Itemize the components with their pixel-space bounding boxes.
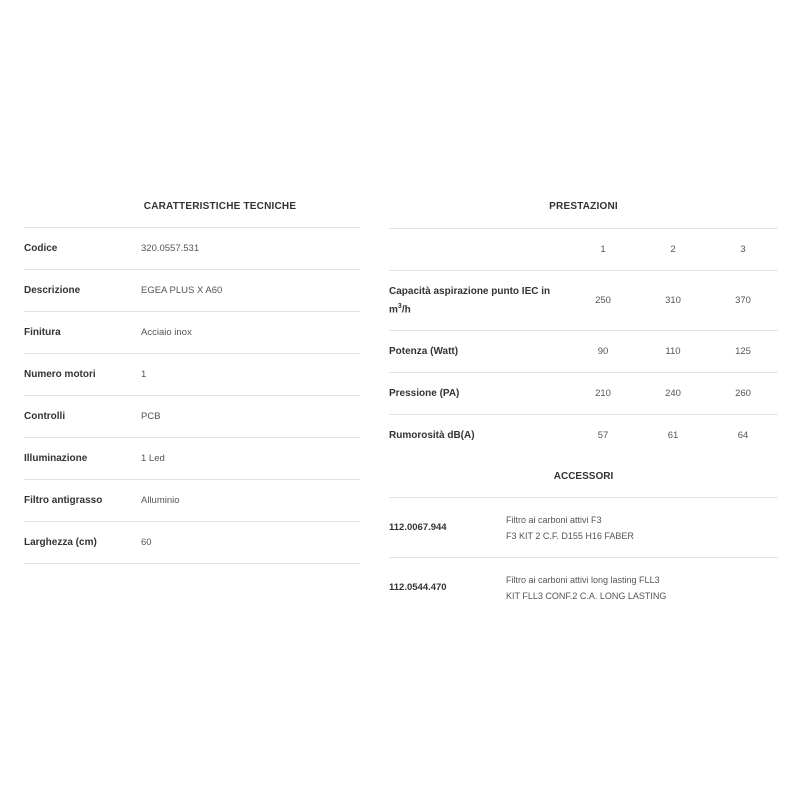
perf-row-power [389, 331, 778, 373]
speed-header-row [389, 229, 778, 271]
spec-label: Finitura [24, 327, 61, 338]
spec-value: PCB [141, 411, 161, 422]
spec-value: Alluminio [141, 495, 180, 506]
accessory-description [506, 572, 778, 604]
spec-row-code [24, 228, 360, 270]
spec-row-grease-filter [24, 480, 360, 522]
accessory-name: Filtro ai carboni attivi F3 [506, 514, 602, 525]
spec-row-controls [24, 396, 360, 438]
spec-row-lighting [24, 438, 360, 480]
spec-label: Controlli [24, 411, 66, 422]
accessory-detail: KIT FLL3 CONF.2 C.A. LONG LASTING [506, 590, 667, 601]
accessory-description [506, 512, 778, 544]
perf-label [389, 284, 568, 317]
perf-value: 125 [735, 346, 751, 357]
spec-label: Filtro antigrasso [24, 495, 103, 506]
perf-row-noise [389, 415, 778, 456]
accessory-name: Filtro ai carboni attivi long lasting FLL3 [506, 574, 660, 585]
perf-value: 110 [665, 346, 681, 357]
perf-value: 57 [597, 430, 609, 441]
spec-value: 1 Led [141, 453, 165, 464]
perf-label-text: Capacità aspirazione punto IEC in m [389, 285, 551, 316]
specs-title: CARATTERISTICHE TECNICHE [24, 186, 360, 228]
performance-title: PRESTAZIONI [389, 186, 778, 229]
specs-table [24, 186, 360, 564]
spec-value: 320.0557.531 [141, 243, 200, 254]
perf-value: 61 [667, 430, 679, 441]
perf-value: 370 [735, 295, 751, 306]
perf-value: 240 [665, 388, 681, 399]
perf-value: 210 [595, 388, 611, 399]
spec-row-description [24, 270, 360, 312]
spec-row-motors [24, 354, 360, 396]
perf-row-capacity [389, 271, 778, 331]
perf-value: 250 [595, 295, 611, 306]
spec-label: Larghezza (cm) [24, 537, 97, 548]
spec-value: 60 [141, 537, 152, 548]
perf-label-suffix: /h [401, 304, 411, 316]
accessory-code: 112.0544.470 [389, 582, 447, 593]
perf-label: Rumorosità dB(A) [389, 430, 475, 441]
accessory-code: 112.0067.944 [389, 522, 447, 533]
spec-label: Codice [24, 243, 58, 254]
spec-value: EGEA PLUS X A60 [141, 285, 223, 296]
perf-value: 90 [597, 346, 609, 357]
perf-label: Potenza (Watt) [389, 346, 459, 357]
accessory-row [389, 498, 778, 558]
perf-value: 260 [735, 388, 751, 399]
perf-label: Pressione (PA) [389, 388, 460, 399]
speed-header: 1 [600, 244, 606, 255]
perf-row-pressure [389, 373, 778, 415]
spec-label: Numero motori [24, 369, 96, 380]
accessory-row [389, 558, 778, 617]
perf-label-sup: 3 [397, 302, 402, 310]
speed-header: 2 [670, 244, 676, 255]
performance-panel [389, 186, 778, 617]
spec-row-finish [24, 312, 360, 354]
spec-label: Descrizione [24, 285, 81, 296]
speed-header: 3 [740, 244, 746, 255]
spec-label: Illuminazione [24, 453, 88, 464]
spec-value: 1 [141, 369, 147, 380]
spec-value: Acciaio inox [141, 327, 192, 338]
perf-value: 310 [665, 295, 681, 306]
accessory-detail: F3 KIT 2 C.F. D155 H16 FABER [506, 530, 634, 541]
accessories-title: ACCESSORI [389, 456, 778, 498]
spec-row-width [24, 522, 360, 564]
perf-value: 64 [737, 430, 749, 441]
